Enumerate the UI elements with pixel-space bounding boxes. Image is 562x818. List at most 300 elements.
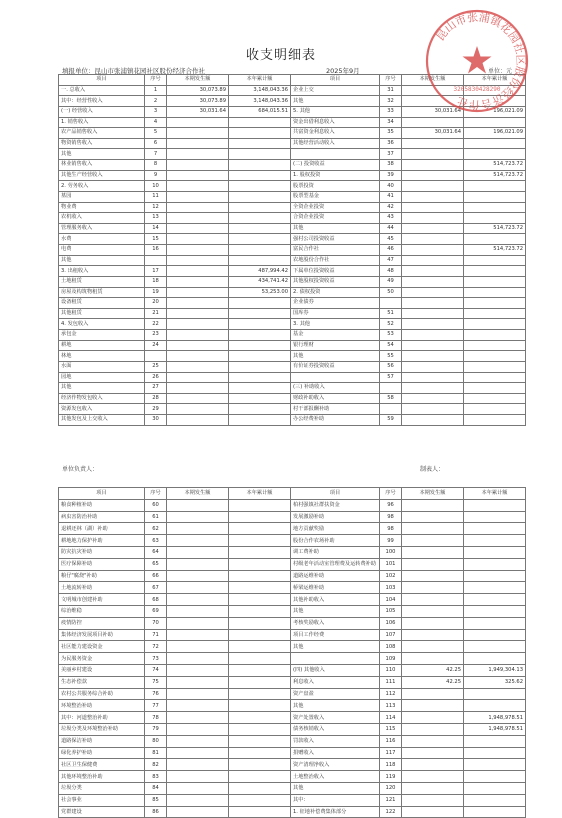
left-item-cell: 土地租赁 xyxy=(59,276,145,287)
left-item-cell: 房屋及构筑物租赁 xyxy=(59,287,145,298)
left-current-cell xyxy=(167,128,229,139)
left-ytd-cell xyxy=(229,582,291,594)
left-item-cell: 一. 总收入 xyxy=(59,85,145,96)
left-current-cell xyxy=(167,700,229,712)
left-item-cell: 水面 xyxy=(59,361,145,372)
right-item-cell: (四) 其他收入 xyxy=(291,664,380,676)
left-seq-cell: 70 xyxy=(145,617,167,629)
right-seq-cell: 31 xyxy=(380,85,402,96)
left-current-cell xyxy=(167,160,229,171)
right-item-cell: 下属单位投资收益 xyxy=(291,266,380,277)
left-item-cell: 综治维稳 xyxy=(59,605,145,617)
left-ytd-cell xyxy=(229,806,291,818)
left-current-cell xyxy=(167,276,229,287)
right-item-cell: 其中： xyxy=(291,794,380,806)
right-ytd-cell xyxy=(464,234,526,245)
right-seq-cell xyxy=(380,383,402,394)
left-item-cell: 耕地 xyxy=(59,340,145,351)
header-current: 本期发生额 xyxy=(167,488,229,500)
left-seq-cell: 26 xyxy=(145,372,167,383)
left-item-cell: 疫情防控 xyxy=(59,617,145,629)
right-ytd-cell xyxy=(464,747,526,759)
left-seq-cell: 3 xyxy=(145,106,167,117)
right-current-cell xyxy=(402,499,464,511)
left-item-cell: 垃圾分类及环境整治补助 xyxy=(59,723,145,735)
right-ytd-cell xyxy=(464,393,526,404)
right-item-cell: 富民合作社 xyxy=(291,245,380,256)
left-current-cell xyxy=(167,676,229,688)
right-ytd-cell xyxy=(464,759,526,771)
left-current-cell xyxy=(167,499,229,511)
left-current-cell xyxy=(167,570,229,582)
left-item-cell: 电费 xyxy=(59,245,145,256)
left-current-cell xyxy=(167,771,229,783)
right-current-cell xyxy=(402,330,464,341)
right-item-cell: 1. 股权投资 xyxy=(291,170,380,181)
table-row xyxy=(59,213,526,224)
right-item-cell: 利息收入 xyxy=(291,676,380,688)
left-current-cell xyxy=(167,782,229,794)
table-row xyxy=(59,361,526,372)
right-current-cell xyxy=(402,383,464,394)
left-current-cell xyxy=(167,340,229,351)
left-item-cell: 其他租赁 xyxy=(59,308,145,319)
income-sheet-lower xyxy=(58,487,526,818)
right-item-cell: 债务核销收入 xyxy=(291,723,380,735)
right-current-cell xyxy=(402,558,464,570)
left-current-cell: 30,031.64 xyxy=(167,106,229,117)
left-current-cell xyxy=(167,712,229,724)
left-seq-cell: 74 xyxy=(145,664,167,676)
right-current-cell xyxy=(402,782,464,794)
left-current-cell xyxy=(167,747,229,759)
right-current-cell xyxy=(402,605,464,617)
table-row xyxy=(59,117,526,128)
left-ytd-cell xyxy=(229,234,291,245)
left-current-cell xyxy=(167,308,229,319)
left-ytd-cell: 684,015.51 xyxy=(229,106,291,117)
left-seq-cell: 7 xyxy=(145,149,167,160)
right-seq-cell: 98 xyxy=(380,511,402,523)
left-ytd-cell xyxy=(229,181,291,192)
left-current-cell xyxy=(167,558,229,570)
table-row xyxy=(59,234,526,245)
left-item-cell: 粮食种植补助 xyxy=(59,499,145,511)
left-ytd-cell xyxy=(229,223,291,234)
right-seq-cell: 122 xyxy=(380,806,402,818)
left-item-cell: 耕地地力保护补助 xyxy=(59,535,145,547)
unit-head-signature-label: 单位负责人： xyxy=(62,466,99,473)
right-current-cell xyxy=(402,546,464,558)
left-current-cell xyxy=(167,330,229,341)
right-item-cell: 其他 xyxy=(291,605,380,617)
left-seq-cell: 63 xyxy=(145,535,167,547)
right-item-cell: 其他 xyxy=(291,351,380,362)
left-seq-cell xyxy=(145,255,167,266)
right-ytd-cell: 1,948,978.51 xyxy=(464,723,526,735)
right-ytd-cell xyxy=(464,383,526,394)
left-current-cell xyxy=(167,641,229,653)
right-current-cell xyxy=(402,319,464,330)
table-row xyxy=(59,393,526,404)
left-item-cell: 社会事业 xyxy=(59,794,145,806)
right-item-cell: 股份合作农场补助 xyxy=(291,535,380,547)
right-item-cell: 国库券 xyxy=(291,308,380,319)
right-seq-cell: 96 xyxy=(380,499,402,511)
right-seq-cell: 55 xyxy=(380,351,402,362)
left-item-cell: 社区卫生保健费 xyxy=(59,759,145,771)
right-item-cell: 桥梁运维补助 xyxy=(291,582,380,594)
right-seq-cell: 34 xyxy=(380,117,402,128)
left-seq-cell: 77 xyxy=(145,700,167,712)
left-item-cell: 其他环境整治补助 xyxy=(59,771,145,783)
left-seq-cell: 78 xyxy=(145,712,167,724)
header-seq: 序号 xyxy=(145,488,167,500)
left-seq-cell: 29 xyxy=(145,404,167,415)
right-seq-cell: 109 xyxy=(380,653,402,665)
left-seq-cell: 65 xyxy=(145,558,167,570)
right-seq-cell: 100 xyxy=(380,546,402,558)
right-ytd-cell xyxy=(464,298,526,309)
left-current-cell xyxy=(167,298,229,309)
right-current-cell xyxy=(402,234,464,245)
left-ytd-cell: 434,741.42 xyxy=(229,276,291,287)
table-row xyxy=(59,191,526,202)
left-item-cell: 为民服务资金 xyxy=(59,653,145,665)
table-row xyxy=(59,511,526,523)
table-row xyxy=(59,128,526,139)
left-ytd-cell xyxy=(229,330,291,341)
left-ytd-cell xyxy=(229,361,291,372)
left-item-cell: 美丽乡村建设 xyxy=(59,664,145,676)
table-row xyxy=(59,330,526,341)
left-ytd-cell xyxy=(229,149,291,160)
right-ytd-cell: 196,021.09 xyxy=(464,106,526,117)
right-item-cell: 办公经费补助 xyxy=(291,415,380,426)
left-current-cell xyxy=(167,393,229,404)
right-ytd-cell xyxy=(464,570,526,582)
left-seq-cell: 75 xyxy=(145,676,167,688)
right-current-cell xyxy=(402,287,464,298)
table-row xyxy=(59,160,526,171)
right-ytd-cell xyxy=(464,735,526,747)
right-seq-cell: 114 xyxy=(380,712,402,724)
left-current-cell xyxy=(167,806,229,818)
right-item-cell: 银行理财 xyxy=(291,340,380,351)
left-item-cell: 其中：河道整治补助 xyxy=(59,712,145,724)
right-item-cell: 资产处置收入 xyxy=(291,712,380,724)
left-current-cell xyxy=(167,582,229,594)
table-row xyxy=(59,735,526,747)
left-current-cell xyxy=(167,794,229,806)
right-ytd-cell xyxy=(464,771,526,783)
right-current-cell xyxy=(402,415,464,426)
left-ytd-cell xyxy=(229,546,291,558)
star-icon xyxy=(463,46,492,74)
table-row xyxy=(59,712,526,724)
left-item-cell: 土地流转补助 xyxy=(59,582,145,594)
right-seq-cell: 32 xyxy=(380,96,402,107)
right-current-cell xyxy=(402,361,464,372)
left-seq-cell: 9 xyxy=(145,170,167,181)
right-item-cell: 共富资金利息收入 xyxy=(291,128,380,139)
left-item-cell: 文明城市创建补助 xyxy=(59,594,145,606)
table-row xyxy=(59,149,526,160)
right-current-cell xyxy=(402,511,464,523)
left-item-cell: 农村公共服务综合补助 xyxy=(59,688,145,700)
left-seq-cell: 17 xyxy=(145,266,167,277)
right-ytd-cell xyxy=(464,617,526,629)
right-seq-cell: 107 xyxy=(380,629,402,641)
left-current-cell xyxy=(167,234,229,245)
left-item-cell: 墓园 xyxy=(59,191,145,202)
left-item-cell: 党群建设 xyxy=(59,806,145,818)
right-current-cell xyxy=(402,723,464,735)
left-seq-cell: 19 xyxy=(145,287,167,298)
right-seq-cell: 54 xyxy=(380,340,402,351)
right-current-cell xyxy=(402,393,464,404)
right-item-cell: 强村公司投资收益 xyxy=(291,234,380,245)
report-period: 2025年9月 xyxy=(326,67,360,75)
table-row xyxy=(59,266,526,277)
table-row xyxy=(59,759,526,771)
left-ytd-cell xyxy=(229,653,291,665)
left-ytd-cell xyxy=(229,138,291,149)
right-current-cell xyxy=(402,404,464,415)
right-ytd-cell xyxy=(464,594,526,606)
left-seq-cell: 13 xyxy=(145,213,167,224)
page-title: 收支明细表 xyxy=(245,48,316,63)
right-ytd-cell xyxy=(464,523,526,535)
right-item-cell: 其他经营活动收入 xyxy=(291,138,380,149)
right-seq-cell: 33 xyxy=(380,106,402,117)
table-row xyxy=(59,664,526,676)
left-current-cell xyxy=(167,383,229,394)
right-current-cell: 30,031.64 xyxy=(402,128,464,139)
right-seq-cell: 41 xyxy=(380,191,402,202)
right-current-cell xyxy=(402,340,464,351)
left-item-cell: 粮仔"腐烧"补助 xyxy=(59,570,145,582)
right-item-cell: 1. 征地补偿费集体部分 xyxy=(291,806,380,818)
right-seq-cell: 108 xyxy=(380,641,402,653)
left-item-cell: 道路保洁补助 xyxy=(59,735,145,747)
table-row xyxy=(59,351,526,362)
left-seq-cell: 8 xyxy=(145,160,167,171)
right-seq-cell: 101 xyxy=(380,558,402,570)
left-seq-cell: 68 xyxy=(145,594,167,606)
right-seq-cell: 53 xyxy=(380,330,402,341)
right-ytd-cell xyxy=(464,287,526,298)
left-seq-cell: 14 xyxy=(145,223,167,234)
right-current-cell xyxy=(402,266,464,277)
left-seq-cell: 85 xyxy=(145,794,167,806)
right-seq-cell: 50 xyxy=(380,287,402,298)
right-seq-cell: 110 xyxy=(380,664,402,676)
table-row xyxy=(59,570,526,582)
left-ytd-cell xyxy=(229,570,291,582)
left-seq-cell: 27 xyxy=(145,383,167,394)
left-item-cell: 防灾抗灾补助 xyxy=(59,546,145,558)
right-current-cell xyxy=(402,535,464,547)
left-item-cell: 农机收入 xyxy=(59,213,145,224)
left-ytd-cell xyxy=(229,594,291,606)
table-row xyxy=(59,700,526,712)
left-item-cell: 绿化养护补助 xyxy=(59,747,145,759)
table-row xyxy=(59,676,526,688)
right-ytd-cell xyxy=(464,582,526,594)
right-item-cell: 企业上交 xyxy=(291,85,380,96)
right-item-cell: 3. 其他 xyxy=(291,319,380,330)
left-current-cell xyxy=(167,170,229,181)
left-current-cell xyxy=(167,372,229,383)
right-current-cell xyxy=(402,806,464,818)
right-seq-cell: 116 xyxy=(380,735,402,747)
left-seq-cell: 15 xyxy=(145,234,167,245)
right-ytd-cell xyxy=(464,499,526,511)
table-row xyxy=(59,582,526,594)
right-item-cell: 发展激励补助 xyxy=(291,511,380,523)
table-row xyxy=(59,404,526,415)
right-current-cell xyxy=(402,181,464,192)
left-current-cell xyxy=(167,735,229,747)
left-ytd-cell xyxy=(229,128,291,139)
right-item-cell: (二) 投资收益 xyxy=(291,160,380,171)
table-row xyxy=(59,617,526,629)
right-item-cell: 资产清理净收入 xyxy=(291,759,380,771)
left-seq-cell: 22 xyxy=(145,319,167,330)
header-seq: 序号 xyxy=(145,75,167,86)
right-current-cell xyxy=(402,202,464,213)
left-item-cell: 其他发包及上交收入 xyxy=(59,415,145,426)
right-current-cell xyxy=(402,372,464,383)
right-seq-cell: 37 xyxy=(380,149,402,160)
left-seq-cell: 1 xyxy=(145,85,167,96)
header-ytd: 本年累计额 xyxy=(229,75,291,86)
right-ytd-cell xyxy=(464,794,526,806)
left-ytd-cell xyxy=(229,641,291,653)
left-item-cell: 病虫害防治补助 xyxy=(59,511,145,523)
right-seq-cell: 115 xyxy=(380,723,402,735)
left-ytd-cell xyxy=(229,712,291,724)
reporting-unit-name: 昆山市张浦镇花园社区股份经济合作社 xyxy=(94,67,205,75)
right-current-cell xyxy=(402,138,464,149)
right-seq-cell: 121 xyxy=(380,794,402,806)
right-item-cell: 其他股权投资收益 xyxy=(291,276,380,287)
left-ytd-cell xyxy=(229,558,291,570)
right-item-cell: 全资企业投资 xyxy=(291,202,380,213)
right-current-cell xyxy=(402,255,464,266)
right-item-cell: 2. 债权投资 xyxy=(291,287,380,298)
left-ytd-cell xyxy=(229,415,291,426)
left-ytd-cell xyxy=(229,308,291,319)
left-ytd-cell xyxy=(229,700,291,712)
left-seq-cell: 79 xyxy=(145,723,167,735)
table-row xyxy=(59,245,526,256)
left-seq-cell: 82 xyxy=(145,759,167,771)
left-item-cell: 园地 xyxy=(59,372,145,383)
reporting-unit-label: 填报单位： xyxy=(62,67,95,75)
left-ytd-cell xyxy=(229,759,291,771)
left-ytd-cell xyxy=(229,245,291,256)
right-ytd-cell xyxy=(464,202,526,213)
table-row xyxy=(59,653,526,665)
right-ytd-cell xyxy=(464,361,526,372)
right-item-cell: 资产盘盈 xyxy=(291,688,380,700)
left-current-cell xyxy=(167,523,229,535)
left-current-cell xyxy=(167,181,229,192)
table-row xyxy=(59,499,526,511)
income-sheet-lower-body xyxy=(59,499,526,818)
left-seq-cell: 2 xyxy=(145,96,167,107)
table-row xyxy=(59,641,526,653)
right-item-cell: 基金 xyxy=(291,330,380,341)
right-seq-cell: 58 xyxy=(380,393,402,404)
left-seq-cell: 4 xyxy=(145,117,167,128)
left-current-cell xyxy=(167,255,229,266)
left-seq-cell: 72 xyxy=(145,641,167,653)
right-current-cell xyxy=(402,688,464,700)
right-seq-cell: 113 xyxy=(380,700,402,712)
left-current-cell xyxy=(167,149,229,160)
left-seq-cell: 83 xyxy=(145,771,167,783)
right-item-cell: 合资企业投资 xyxy=(291,213,380,224)
table-row xyxy=(59,558,526,570)
right-current-cell: 30,031.64 xyxy=(402,106,464,117)
right-ytd-cell xyxy=(464,319,526,330)
right-seq-cell: 119 xyxy=(380,771,402,783)
left-seq-cell: 11 xyxy=(145,191,167,202)
table-row xyxy=(59,287,526,298)
right-seq-cell: 43 xyxy=(380,213,402,224)
left-ytd-cell: 3,148,043.36 xyxy=(229,96,291,107)
right-seq-cell: 36 xyxy=(380,138,402,149)
right-ytd-cell xyxy=(464,181,526,192)
right-seq-cell: 48 xyxy=(380,266,402,277)
right-ytd-cell xyxy=(464,629,526,641)
right-ytd-cell xyxy=(464,255,526,266)
right-ytd-cell xyxy=(464,213,526,224)
left-seq-cell: 71 xyxy=(145,629,167,641)
right-ytd-cell: 514,723.72 xyxy=(464,170,526,181)
right-ytd-cell xyxy=(464,605,526,617)
left-seq-cell: 12 xyxy=(145,202,167,213)
left-current-cell xyxy=(167,213,229,224)
left-item-cell: 林业销售收入 xyxy=(59,160,145,171)
left-seq-cell: 16 xyxy=(145,245,167,256)
right-seq-cell: 46 xyxy=(380,245,402,256)
table-row xyxy=(59,319,526,330)
left-ytd-cell xyxy=(229,523,291,535)
right-seq-cell: 118 xyxy=(380,759,402,771)
left-ytd-cell xyxy=(229,782,291,794)
table-row xyxy=(59,383,526,394)
right-item-cell xyxy=(291,149,380,160)
right-current-cell xyxy=(402,191,464,202)
left-ytd-cell xyxy=(229,170,291,181)
right-current-cell xyxy=(402,523,464,535)
left-item-cell: 其他 xyxy=(59,383,145,394)
right-item-cell: 地方贡献奖励 xyxy=(291,523,380,535)
left-ytd-cell: 487,994.42 xyxy=(229,266,291,277)
left-ytd-cell xyxy=(229,160,291,171)
left-seq-cell: 86 xyxy=(145,806,167,818)
header-seq: 序号 xyxy=(380,488,402,500)
left-item-cell: 物资销售收入 xyxy=(59,138,145,149)
right-current-cell xyxy=(402,653,464,665)
header-current: 本期发生额 xyxy=(402,75,464,86)
right-ytd-cell xyxy=(464,138,526,149)
left-ytd-cell xyxy=(229,688,291,700)
